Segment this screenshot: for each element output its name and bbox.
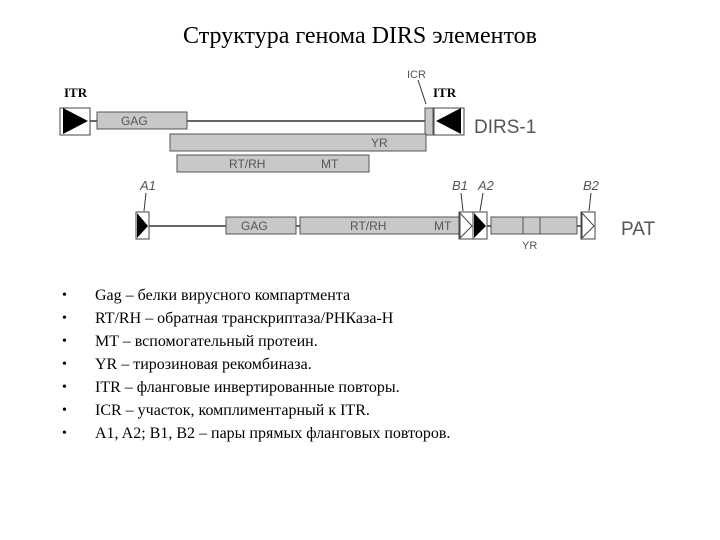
legend-item	[62, 376, 450, 399]
bullet: •	[62, 357, 67, 372]
bullet: •	[62, 334, 67, 349]
dirs1-itr-right-label: ITR	[433, 85, 457, 100]
pat-element	[136, 178, 656, 252]
pat-a2-pointer	[480, 193, 483, 211]
legend-item	[62, 399, 450, 422]
dirs1-mt-label: MT	[321, 157, 339, 171]
pat-gag-label: GAG	[241, 219, 268, 233]
dirs1-icr-label: ICR	[407, 69, 426, 81]
legend-item-text: RT/RH – обратная транскриптаза/РНКаза-Н	[95, 310, 394, 327]
bullet: •	[62, 380, 67, 395]
legend-item-text: MT – вспомогательный протеин.	[95, 333, 318, 350]
legend-item-text: A1, A2; B1, B2 – пары прямых фланговых повторов.	[95, 425, 451, 442]
bullet: •	[62, 426, 67, 441]
legend-item-text: ICR – участок, комплиментарный к ITR.	[95, 402, 370, 419]
legend-item	[62, 422, 450, 445]
dirs1-gag-label: GAG	[121, 114, 148, 128]
pat-yr-label: YR	[522, 240, 538, 252]
dirs1-element	[60, 69, 536, 172]
bullet: •	[62, 288, 67, 303]
pat-mt-label: MT	[434, 219, 452, 233]
pat-b1-pointer	[461, 193, 463, 211]
dirs1-rtrh-label: RT/RH	[229, 157, 266, 171]
pat-yr-box	[491, 217, 577, 234]
dirs1-itr-left-label: ITR	[64, 85, 88, 100]
pat-a1-pointer	[144, 193, 146, 211]
legend-item	[62, 353, 450, 376]
bullet: •	[62, 403, 67, 418]
legend-item-text: YR – тирозиновая рекомбиназа.	[95, 356, 312, 373]
legend-item-text: ITR – фланговые инвертированные повторы.	[95, 379, 400, 396]
legend-list	[62, 284, 450, 445]
pat-b2-label: B2	[583, 178, 599, 193]
pat-a2-label: A2	[478, 178, 494, 193]
bullet: •	[62, 311, 67, 326]
pat-rtrh-label: RT/RH	[350, 219, 387, 233]
legend-item	[62, 330, 450, 353]
pat-b1-label: B1	[452, 178, 468, 193]
dirs1-icr-pointer	[418, 80, 426, 104]
dirs1-name: DIRS-1	[474, 117, 537, 138]
pat-b2-pointer	[589, 193, 591, 211]
legend-item	[62, 284, 450, 307]
legend-item	[62, 307, 450, 330]
dirs1-yr-label: YR	[371, 136, 388, 150]
dirs1-icr-box	[425, 108, 433, 135]
pat-a1-label: A1	[140, 178, 156, 193]
slide-title: Структура генома DIRS элементов	[183, 23, 537, 49]
legend-item-text: Gag – белки вирусного компартмента	[95, 287, 351, 304]
dirs1-rtrh-box	[177, 155, 369, 172]
pat-name: PAT	[621, 219, 656, 240]
